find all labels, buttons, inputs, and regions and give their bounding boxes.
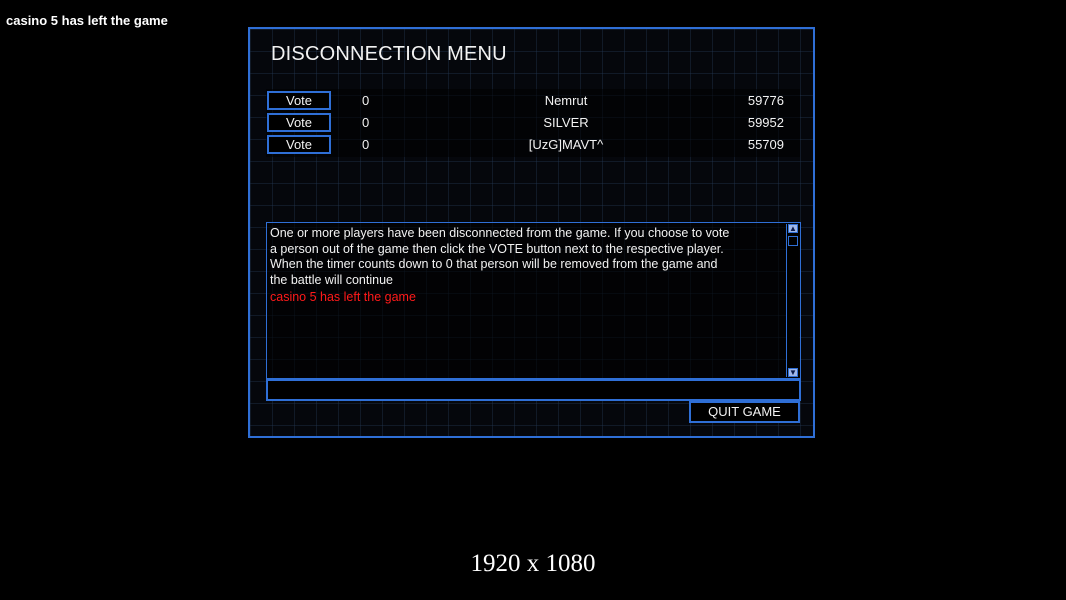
- quit-game-button[interactable]: QUIT GAME: [689, 401, 800, 423]
- disconnect-info-text: One or more players have been disconnected from the game. If you choose to vote a person out of the game then click the VOTE button next to the respective player. When the timer counts down to 0 that person will be removed from the game and the battle will continue: [270, 226, 730, 287]
- scroll-down-icon[interactable]: ▼: [789, 368, 797, 377]
- vote-button[interactable]: Vote: [267, 113, 331, 132]
- player-score: 59952: [747, 115, 784, 130]
- leave-message: casino 5 has left the game: [270, 290, 416, 304]
- player-name: Nemrut: [544, 93, 588, 108]
- resolution-label: 1920 x 1080: [470, 550, 596, 577]
- scroll-thumb[interactable]: [788, 236, 798, 246]
- player-score: 55709: [747, 137, 784, 152]
- top-notification: casino 5 has left the game: [6, 13, 168, 28]
- player-row: [266, 113, 800, 134]
- vote-count: 0: [362, 137, 370, 152]
- vote-count: 0: [362, 93, 370, 108]
- player-row: [266, 91, 800, 112]
- player-row: [266, 135, 800, 156]
- message-log[interactable]: [266, 222, 801, 379]
- vote-button[interactable]: Vote: [267, 91, 331, 110]
- chat-input[interactable]: [266, 379, 801, 401]
- scrollbar[interactable]: [786, 224, 799, 377]
- player-list: [266, 89, 800, 157]
- player-name: [UzG]MAVT^: [528, 137, 604, 152]
- panel-title: DISCONNECTION MENU: [271, 43, 507, 65]
- disconnection-menu-panel: [248, 27, 815, 438]
- player-score: 59776: [747, 93, 784, 108]
- vote-count: 0: [362, 115, 370, 130]
- scroll-up-icon[interactable]: ▲: [789, 224, 797, 233]
- player-name: SILVER: [543, 115, 589, 130]
- vote-button[interactable]: Vote: [267, 135, 331, 154]
